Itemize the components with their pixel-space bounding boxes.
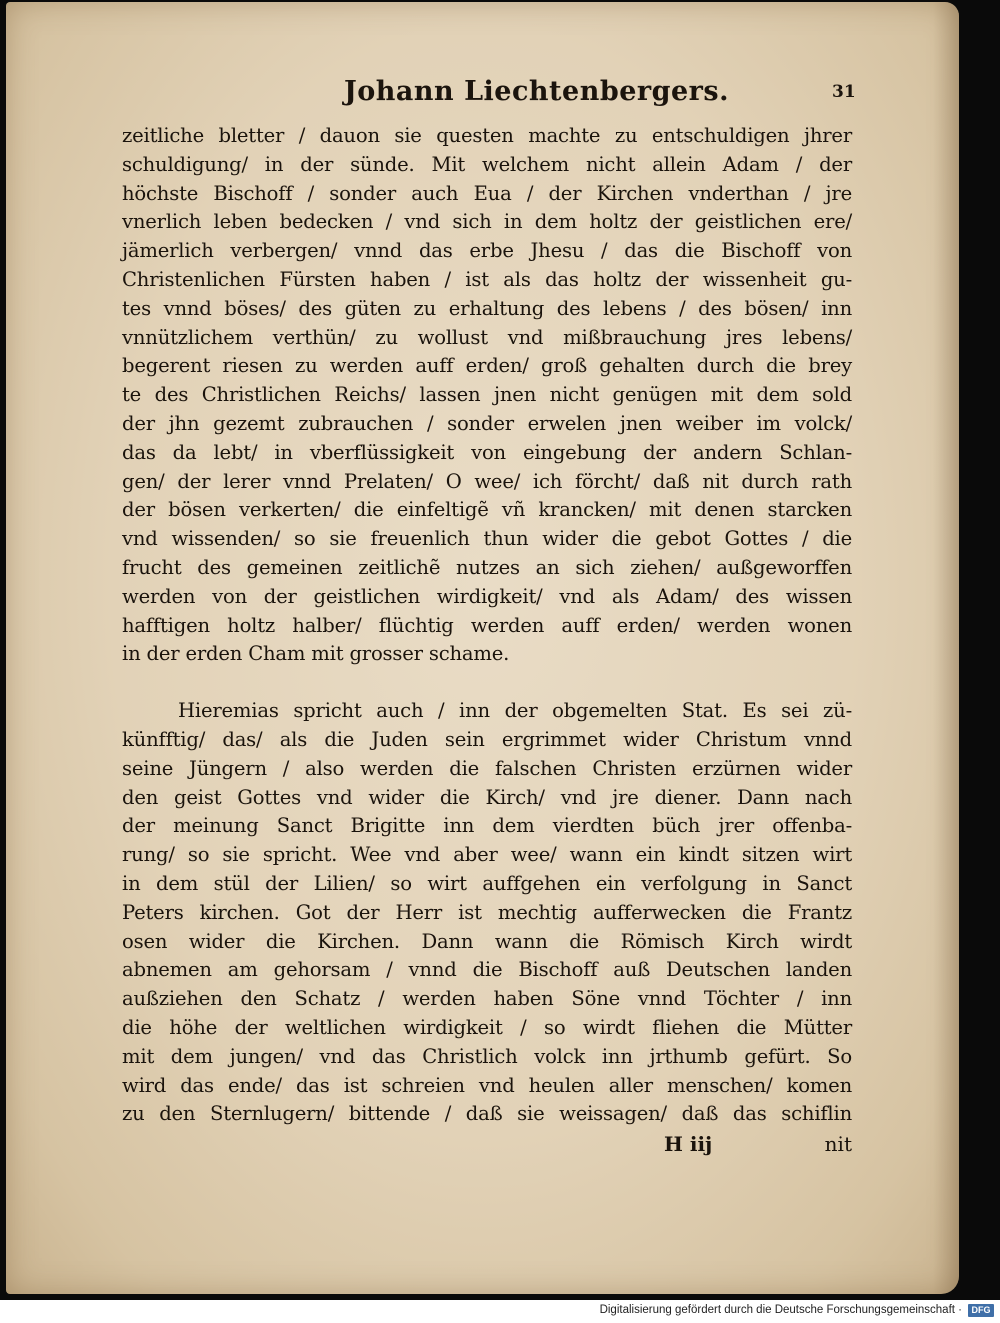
- paragraph-2: [122, 697, 852, 1129]
- text-line: in der erden Cham mit grosser schame.: [122, 642, 510, 666]
- text-line: der bösen verkerten/ die einfeltigẽ vñ krancken/ mit denen starcken: [122, 498, 852, 522]
- text-line: abnemen am gehorsam / vnnd die Bischoff auß Deutschen landen: [122, 958, 852, 982]
- text-line: Christenlichen Fürsten haben / ist als das holtz der wissenheit gu-: [122, 267, 852, 291]
- text-block: [122, 122, 852, 1129]
- text-line: zeitliche bletter / dauon sie questen machte zu entschuldigen jhrer: [122, 124, 852, 147]
- dfg-logo-icon: DFG: [968, 1304, 994, 1317]
- text-line: seine Jüngern / also werden die falschen Christen erzürnen wider: [122, 756, 852, 780]
- text-line: begerent riesen zu werden auff erden/ groß gehalten durch die brey: [122, 354, 852, 378]
- text-line: außziehen den Schatz / werden haben Söne vnnd Töchter / inn: [122, 987, 852, 1011]
- catchword: nit: [824, 1132, 852, 1156]
- text-line: jämerlich verbergen/ vnnd das erbe Jhesu / das die Bischoff von: [122, 239, 852, 263]
- text-line: mit dem jungen/ vnd das Christlich volck inn jrthumb gefürt. So: [122, 1044, 852, 1068]
- paragraph-1: [122, 122, 852, 669]
- text-line: wird das ende/ das ist schreien vnd heulen aller menschen/ komen: [122, 1073, 852, 1097]
- text-line: künfftig/ das/ als die Juden sein ergrimmet wider Christum vnnd: [122, 727, 852, 751]
- text-line: hafftigen holtz halber/ flüchtig werden auff erden/ werden wonen: [122, 613, 852, 637]
- text-line: in dem stül der Lilien/ so wirt auffgehen ein verfolgung in Sanct: [122, 871, 852, 895]
- dfg-credit-text: Digitalisierung gefördert durch die Deutsche Forschungsgemeinschaft ·: [599, 1304, 962, 1316]
- text-line: tes vnnd böses/ des güten zu erhaltung des lebens / des bösen/ inn: [122, 296, 852, 320]
- book-page: [6, 2, 959, 1294]
- signature-mark: H iij: [664, 1132, 713, 1156]
- text-line: vnnützlichem verthün/ zu wollust vnd mißbrauchung jres lebens/: [122, 325, 852, 349]
- text-line: der meinung Sanct Brigitte inn dem vierdten büch jrer offenba-: [122, 814, 852, 838]
- text-line: schuldigung/ in der sünde. Mit welchem nicht allein Adam / der: [122, 152, 852, 176]
- text-line: das da lebt/ in vberflüssigkeit von eingebung der andern Schlan-: [122, 440, 852, 464]
- text-line: die höhe der weltlichen wirdigkeit / so wirdt fliehen die Mütter: [122, 1015, 852, 1039]
- page-footer: [122, 1132, 852, 1162]
- text-line: zu den Sternlugern/ bittende / daß sie weissagen/ daß das schiflin: [122, 1102, 852, 1126]
- text-line: höchste Bischoff / sonder auch Eua / der Kirchen vnderthan / jre: [122, 181, 852, 205]
- text-line: frucht des gemeinen zeitlichẽ nutzes an sich ziehen/ außgeworffen: [122, 555, 852, 579]
- text-line: te des Christlichen Reichs/ lassen jnen nicht genügen mit dem sold: [122, 383, 852, 407]
- folio-number: 31: [832, 82, 856, 102]
- text-line: vnd wissenden/ so sie freuenlich thun wider die gebot Gottes / die: [122, 527, 852, 551]
- text-line: werden von der geistlichen wirdigkeit/ vnd als Adam/ des wissen: [122, 584, 852, 608]
- credit-bar: [0, 1300, 1000, 1323]
- text-line: der jhn gezemt zubrauchen / sonder erwelen jnen weiber im volck/: [122, 411, 852, 435]
- text-line: gen/ der lerer vnnd Prelaten/ O wee/ ich förcht/ daß nit durch rath: [122, 469, 852, 493]
- text-line: den geist Gottes vnd wider die Kirch/ vnd jre diener. Dann nach: [122, 785, 852, 809]
- text-line: Hieremias spricht auch / inn der obgemelten Stat. Es sei zü-: [178, 699, 852, 723]
- text-line: vnerlich leben bedecken / vnd sich in dem holtz der geistlichen ere/: [122, 210, 852, 234]
- running-head: [6, 76, 959, 116]
- text-line: osen wider die Kirchen. Dann wann die Römisch Kirch wirdt: [122, 929, 852, 953]
- running-head-title: Johann Liechtenbergers.: [344, 76, 730, 107]
- text-line: Peters kirchen. Got der Herr ist mechtig aufferwecken die Frantz: [122, 900, 852, 924]
- page-edge-shadow: [933, 2, 959, 1294]
- paragraph-gap: [122, 669, 852, 697]
- text-line: rung/ so sie spricht. Wee vnd aber wee/ wann ein kindt sitzen wirt: [122, 843, 852, 867]
